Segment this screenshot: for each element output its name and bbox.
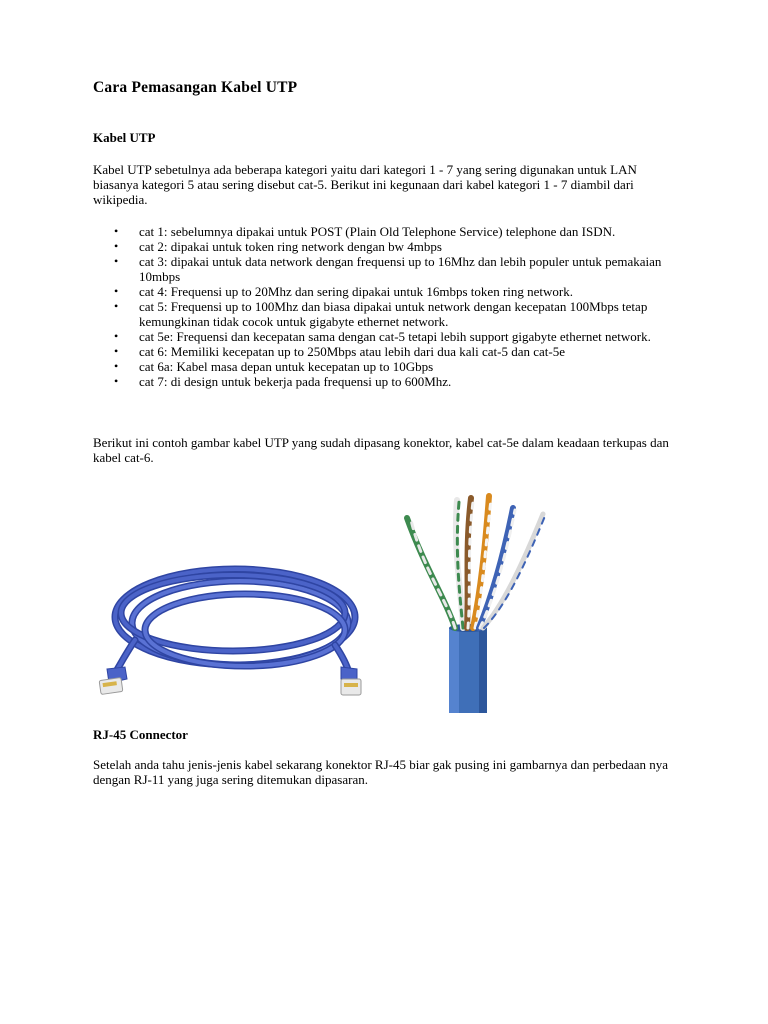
list-item: • cat 5: Frequensi up to 100Mhz dan biasa dipakai untuk network dengan kecepatan 100Mbps tetap kemungkinan tidak cocok untuk gigabyte ethernet network. <box>114 299 648 329</box>
bullet-icon: • <box>114 374 119 388</box>
intro-paragraph: Kabel UTP sebetulnya ada beberapa kategori yaitu dari kategori 1 - 7 yang sering digunakan untuk LAN biasanya kategori 5 atau sering disebut cat-5. Berikut ini kegunaan dari kabel kategori 1 - 7 diambil dari wikipedia. <box>93 162 637 207</box>
section-heading-rj45: RJ-45 Connector <box>93 727 188 742</box>
bullet-icon: • <box>114 239 119 253</box>
bullet-icon: • <box>114 359 119 373</box>
rj45-paragraph: Setelah anda tahu jenis-jenis kabel sekarang konektor RJ-45 biar gak pusing ini gambarnya dan perbedaan nya dengan RJ-11 yang juga sering ditemukan dipasaran. <box>93 757 669 787</box>
list-item: • cat 2: dipakai untuk token ring network dengan bw 4mbps <box>114 239 442 254</box>
list-item: • cat 3: dipakai untuk data network dengan frequensi up to 16Mhz dan lebih populer untuk pemakaian 10mbps <box>114 254 662 284</box>
section-heading-kabel-utp: Kabel UTP <box>93 130 156 145</box>
list-item: • cat 7: di design untuk bekerja pada frequensi up to 600Mhz. <box>114 374 452 389</box>
stripped-cable-image <box>385 488 555 713</box>
category-list <box>93 224 683 389</box>
bullet-icon: • <box>114 224 119 238</box>
list-item: • cat 6: Memiliki kecepatan up to 250Mbps atau lebih dari dua kali cat-5 dan cat-5e <box>114 344 565 359</box>
patch-cable-image <box>95 545 370 705</box>
rj45-connector-right <box>341 667 361 695</box>
bullet-icon: • <box>114 284 119 298</box>
bullet-icon: • <box>114 329 119 343</box>
figure-intro-paragraph: Berikut ini contoh gambar kabel UTP yang sudah dipasang konektor, kabel cat-5e dalam keadaan terkupas dan kabel cat-6. <box>93 435 669 465</box>
list-item: • cat 4: Frequensi up to 20Mhz dan sering dipakai untuk 16mbps token ring network. <box>114 284 573 299</box>
bullet-icon: • <box>114 254 119 268</box>
list-item: • cat 6a: Kabel masa depan untuk kecepatan up to 10Gbps <box>114 359 434 374</box>
list-item: • cat 1: sebelumnya dipakai untuk POST (Plain Old Telephone Service) telephone dan ISDN. <box>114 224 616 239</box>
bullet-icon: • <box>114 299 119 313</box>
rj45-connector-left <box>99 667 127 694</box>
bullet-icon: • <box>114 344 119 358</box>
page-title: Cara Pemasangan Kabel UTP <box>93 79 298 96</box>
list-item: • cat 5e: Frequensi dan kecepatan sama dengan cat-5 tetapi lebih support gigabyte ethernet network. <box>114 329 651 344</box>
